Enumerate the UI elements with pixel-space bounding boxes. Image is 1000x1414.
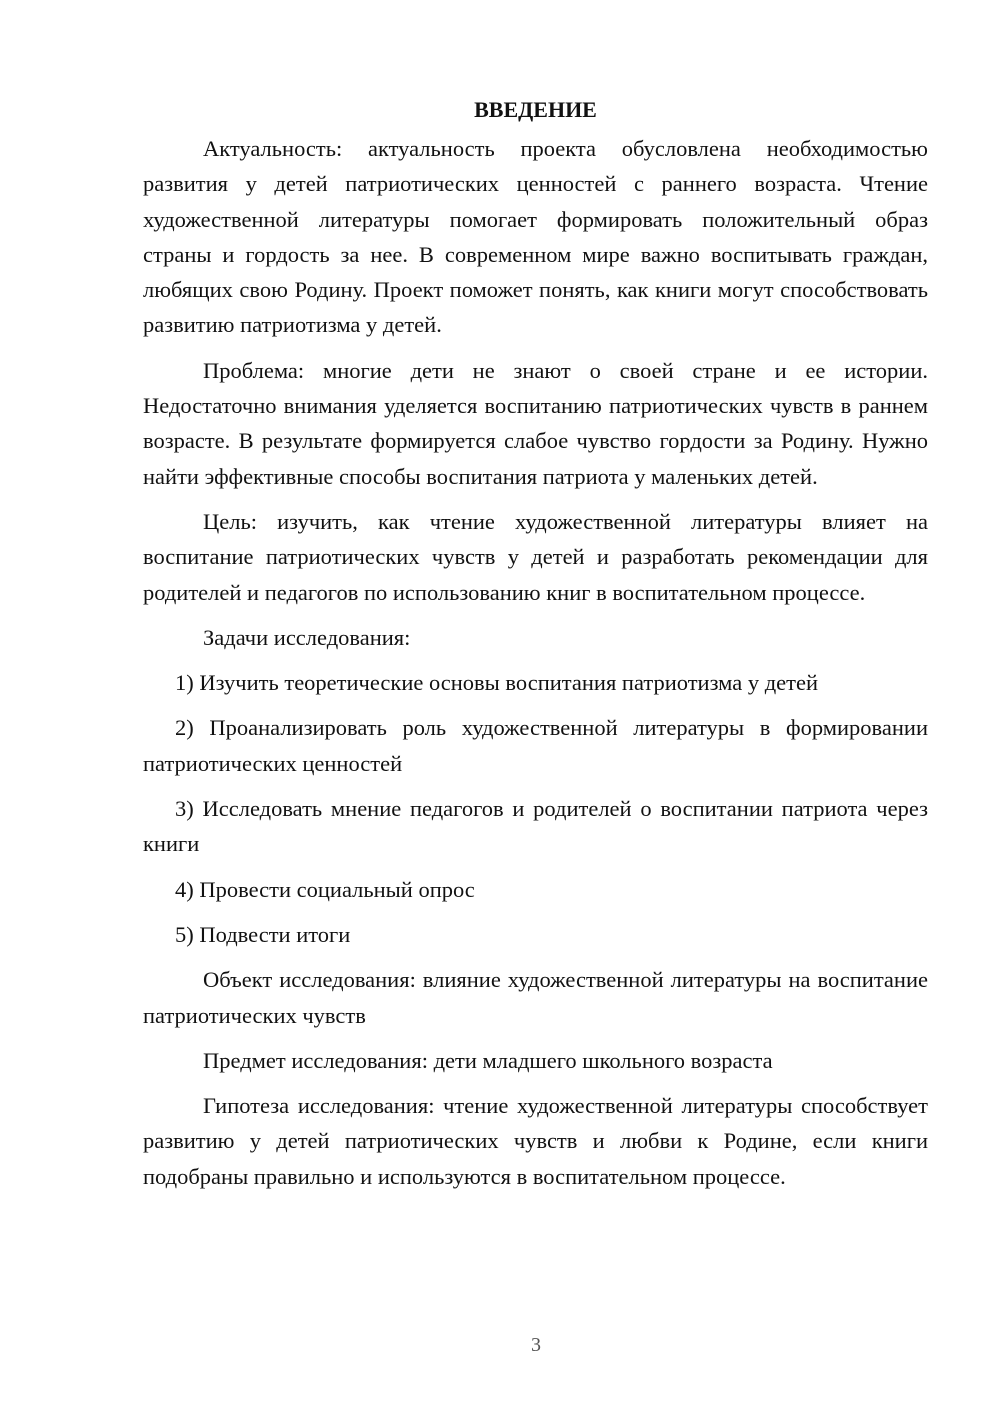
document-page xyxy=(143,92,928,1204)
paragraph-subject: Предмет исследования: дети младшего школьного возраста xyxy=(203,1047,773,1073)
page-title: ВВЕДЕНИЕ xyxy=(474,97,597,122)
task-item-4: 4) Провести социальный опрос xyxy=(175,876,475,902)
task-item-2: 2) Проанализировать роль художественной литературы в формировании патриотических ценностей xyxy=(143,715,928,776)
paragraph-relevance: Актуальность: актуальность проекта обусловлена необходимостью развития у детей патриотических ценностей с раннего возраста. Чтение художественной литературы помогает формировать положительный образ страны и гордость за нее. В современном мире важно воспитывать граждан, любящих свою Родину. Проект поможет понять, как книги могут способствовать развитию патриотизма у детей. xyxy=(143,136,928,338)
paragraph-object: Объект исследования: влияние художественной литературы на воспитание патриотических чувств xyxy=(143,967,928,1028)
tasks-heading: Задачи исследования: xyxy=(203,624,411,650)
paragraph-problem: Проблема: многие дети не знают о своей стране и ее истории. Недостаточно внимания уделяется воспитанию патриотических чувств в раннем возрасте. В результате формируется слабое чувство гордости за Родину. Нужно найти эффективные способы воспитания патриота у маленьких детей. xyxy=(143,357,928,489)
paragraph-goal: Цель: изучить, как чтение художественной литературы влияет на воспитание патриотических чувств у детей и разработать рекомендации для родителей и педагогов по использованию книг в воспитательном процессе. xyxy=(143,508,928,605)
paragraph-hypothesis: Гипотеза исследования: чтение художественной литературы способствует развитию у детей патриотических чувств и любви к Родине, если книги подобраны правильно и используются в воспитательном процессе. xyxy=(143,1093,928,1189)
page-number: 3 xyxy=(531,1334,541,1356)
task-item-1: 1) Изучить теоретические основы воспитания патриотизма у детей xyxy=(175,670,819,696)
task-item-3: 3) Исследовать мнение педагогов и родителей о воспитании патриота через книги xyxy=(143,796,928,857)
task-item-5: 5) Подвести итоги xyxy=(175,921,351,947)
